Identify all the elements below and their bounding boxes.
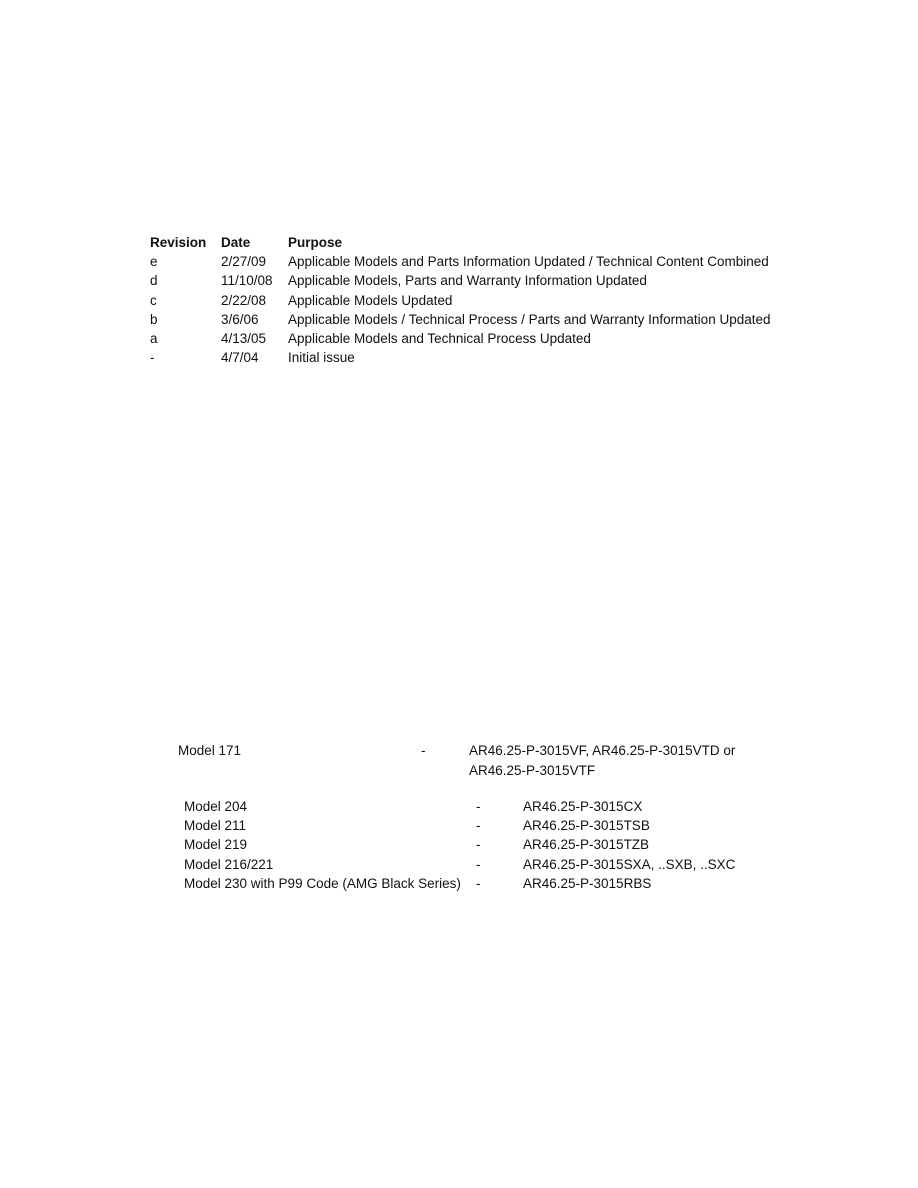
table-row xyxy=(150,310,808,329)
table-row xyxy=(184,874,823,893)
date-cell: 11/10/08 xyxy=(221,273,273,289)
table-row xyxy=(184,797,823,816)
purpose-cell: Applicable Models Updated xyxy=(288,292,453,308)
model-cell: Model 230 with P99 Code (AMG Black Series) xyxy=(184,875,461,891)
model-dash: - xyxy=(421,743,426,758)
purpose-cell: Applicable Models, Parts and Warranty Information Updated xyxy=(288,273,647,289)
table-row xyxy=(184,855,823,874)
revision-cell: d xyxy=(150,273,158,289)
model-label: Model 171 xyxy=(178,743,242,758)
date-cell: 2/22/08 xyxy=(221,292,267,308)
dash-cell: - xyxy=(476,799,481,814)
revision-table-header-row xyxy=(150,233,808,252)
purpose-cell: Applicable Models and Technical Process Updated xyxy=(288,331,591,347)
code-cell: AR46.25-P-3015CX xyxy=(523,799,643,814)
model-cell: Model 211 xyxy=(184,818,247,834)
date-cell: 4/13/05 xyxy=(221,331,267,347)
table-row xyxy=(150,252,808,271)
revision-cell: e xyxy=(150,254,158,270)
code-cell: AR46.25-P-3015TSB xyxy=(523,818,650,834)
model-code-line: AR46.25-P-3015VTF xyxy=(469,763,596,778)
model-code-table xyxy=(184,797,823,893)
revision-cell: b xyxy=(150,311,158,327)
model-codes xyxy=(469,741,769,781)
table-row xyxy=(150,329,808,348)
table-row xyxy=(150,348,808,367)
model-code-line: AR46.25-P-3015VF, AR46.25-P-3015VTD or xyxy=(469,743,736,758)
code-cell: AR46.25-P-3015TZB xyxy=(523,837,650,853)
table-row xyxy=(184,835,823,854)
table-row xyxy=(150,291,808,310)
revision-history-table xyxy=(150,233,808,367)
date-cell: 2/27/09 xyxy=(221,254,267,270)
code-cell: AR46.25-P-3015SXA, ..SXB, ..SXC xyxy=(523,856,736,872)
code-cell: AR46.25-P-3015RBS xyxy=(523,875,652,891)
date-column-header: Date xyxy=(221,235,251,250)
date-cell: 3/6/06 xyxy=(221,311,259,327)
revision-cell: a xyxy=(150,331,158,347)
model-cell: Model 219 xyxy=(184,837,248,853)
date-cell: 4/7/04 xyxy=(221,350,259,366)
revision-column-header: Revision xyxy=(150,235,207,250)
purpose-column-header: Purpose xyxy=(288,235,343,250)
revision-cell: - xyxy=(150,350,155,366)
dash-cell: - xyxy=(476,837,481,853)
purpose-cell: Applicable Models and Parts Information Updated / Technical Content Combined xyxy=(288,254,769,270)
dash-cell: - xyxy=(476,875,481,891)
model-cell: Model 204 xyxy=(184,799,248,814)
dash-cell: - xyxy=(476,818,481,834)
purpose-cell: Initial issue xyxy=(288,350,355,366)
table-row xyxy=(150,271,808,290)
purpose-cell: Applicable Models / Technical Process / Parts and Warranty Information Updated xyxy=(288,311,771,327)
table-row xyxy=(184,816,823,835)
dash-cell: - xyxy=(476,856,481,872)
revision-cell: c xyxy=(150,292,157,308)
model-cell: Model 216/221 xyxy=(184,856,274,872)
